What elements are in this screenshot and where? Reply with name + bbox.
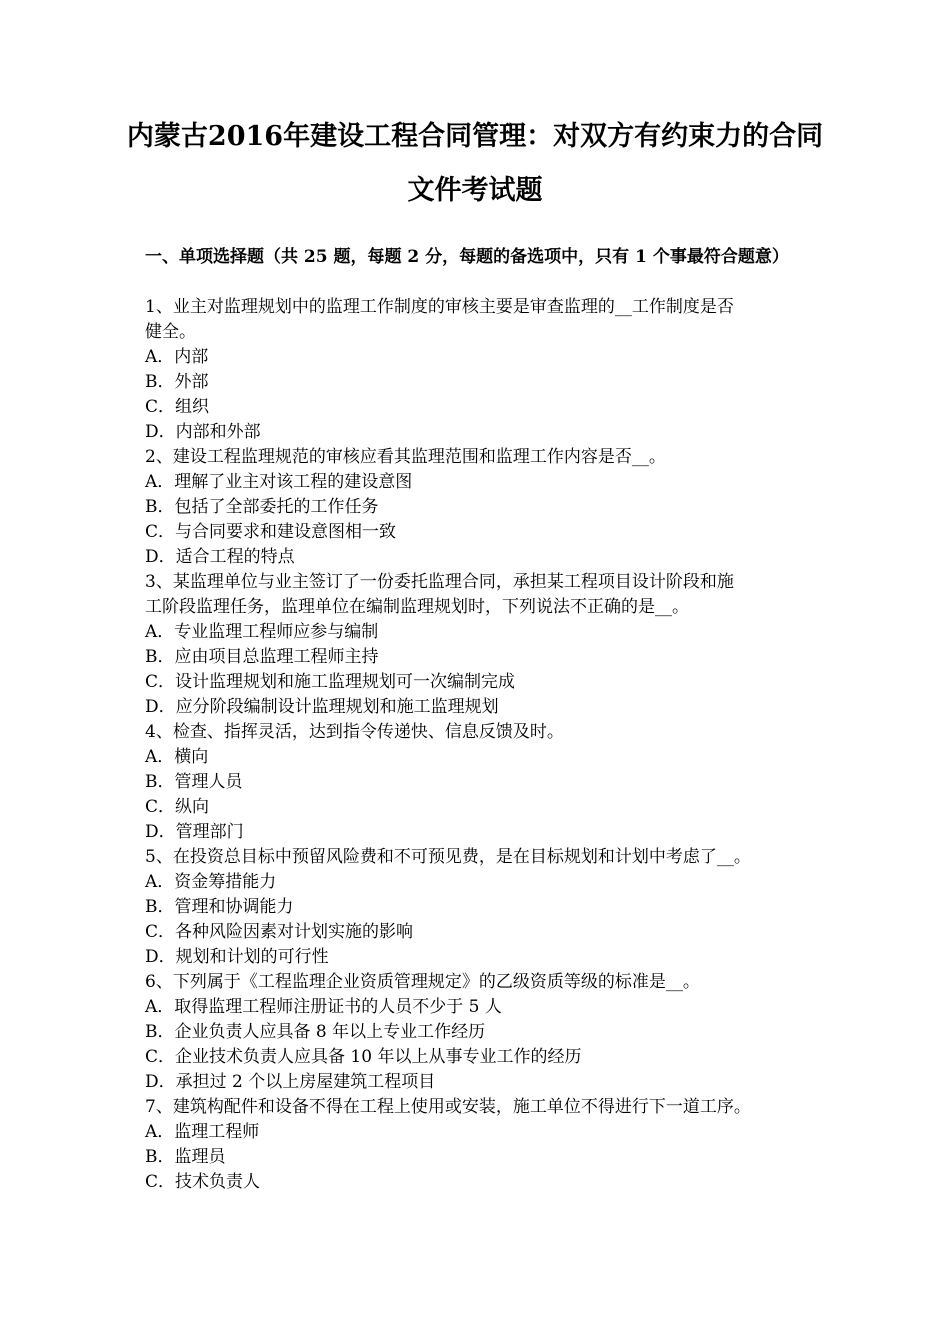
title-line-2: 文件考试题 (407, 175, 543, 206)
question-stem: 6、下列属于《工程监理企业资质管理规定》的乙级资质等级的标准是__。 (145, 972, 700, 992)
question-stem: 2、建设工程监理规范的审核应看其监理范围和监理工作内容是否__。 (145, 447, 666, 467)
option-b: B．监理员 (145, 1147, 226, 1167)
option-c: C．组织 (145, 397, 210, 417)
option-a: A．监理工程师 (145, 1122, 260, 1142)
question-stem: 7、建筑构配件和设备不得在工程上使用或安装，施工单位不得进行下一道工序。 (145, 1097, 751, 1117)
question-4 (145, 720, 810, 845)
option-a: A．内部 (145, 347, 209, 367)
option-a: A．横向 (145, 747, 209, 767)
option-a: A．资金筹措能力 (145, 872, 277, 892)
option-a: A．取得监理工程师注册证书的人员不少于 5 人 (145, 997, 502, 1017)
section-heading: 一、单项选择题（共 25 题，每题 2 分，每题的备选项中，只有 1 个事最符合题意） (145, 247, 789, 267)
option-c: C．纵向 (145, 797, 210, 817)
question-stem: 5、在投资总目标中预留风险费和不可预见费，是在目标规划和计划中考虑了__。 (145, 847, 751, 867)
question-7 (145, 1095, 810, 1195)
option-a: A．专业监理工程师应参与编制 (145, 622, 379, 642)
question-stem: 4、检查、指挥灵活，达到指令传递快、信息反馈及时。 (145, 722, 564, 742)
document-title (100, 110, 850, 218)
option-b: B．管理人员 (145, 772, 243, 792)
option-d: D．管理部门 (145, 822, 244, 842)
question-list (145, 295, 810, 1195)
option-b: B．外部 (145, 372, 209, 392)
option-d: D．承担过 2 个以上房屋建筑工程项目 (145, 1072, 436, 1092)
option-d: D．适合工程的特点 (145, 547, 295, 567)
option-c: C．与合同要求和建设意图相一致 (145, 522, 397, 542)
option-b: B．管理和协调能力 (145, 897, 294, 917)
question-1 (145, 295, 810, 445)
option-d: D．规划和计划的可行性 (145, 947, 329, 967)
option-c: C．各种风险因素对计划实施的影响 (145, 922, 414, 942)
question-6 (145, 970, 810, 1095)
question-stem: 3、某监理单位与业主签订了一份委托监理合同，承担某工程项目设计阶段和施 (145, 572, 734, 592)
question-3 (145, 570, 810, 720)
question-5 (145, 845, 810, 970)
question-stem: 1、业主对监理规划中的监理工作制度的审核主要是审查监理的__工作制度是否 (145, 297, 734, 317)
option-d: D．内部和外部 (145, 422, 261, 442)
title-line-1: 内蒙古2016年建设工程合同管理：对双方有约束力的合同 (126, 121, 824, 152)
option-c: C．企业技术负责人应具备 10 年以上从事专业工作的经历 (145, 1047, 582, 1067)
option-d: D．应分阶段编制设计监理规划和施工监理规划 (145, 697, 499, 717)
question-stem: 工阶段监理任务，监理单位在编制监理规划时，下列说法不正确的是__。 (145, 597, 689, 617)
option-c: C．设计监理规划和施工监理规划可一次编制完成 (145, 672, 516, 692)
question-stem: 健全。 (145, 322, 196, 342)
option-b: B．应由项目总监理工程师主持 (145, 647, 379, 667)
option-c: C．技术负责人 (145, 1172, 261, 1192)
option-b: B．包括了全部委托的工作任务 (145, 497, 379, 517)
option-a: A．理解了业主对该工程的建设意图 (145, 472, 413, 492)
option-b: B．企业负责人应具备 8 年以上专业工作经历 (145, 1022, 486, 1042)
question-2 (145, 445, 810, 570)
